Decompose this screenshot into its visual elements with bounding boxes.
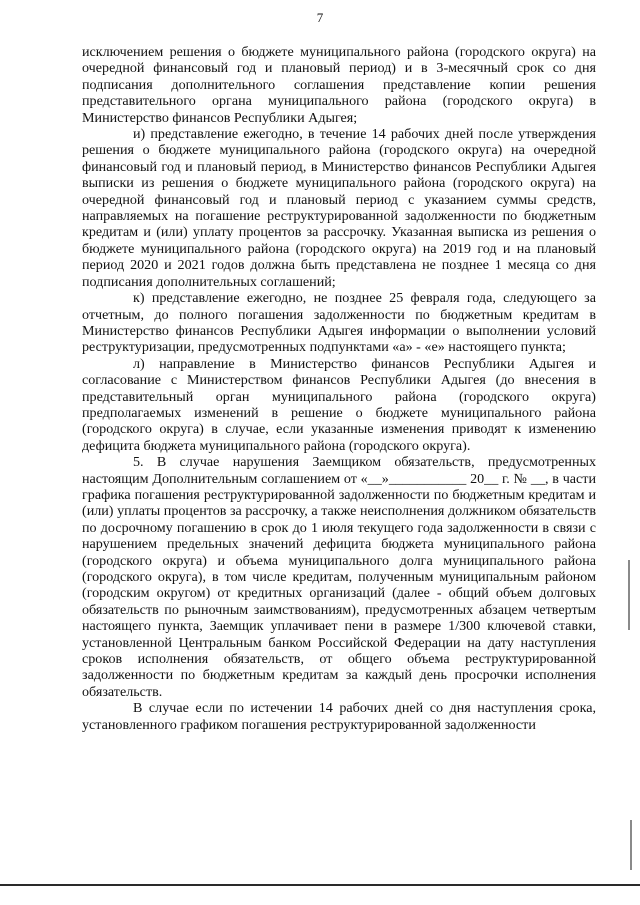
scan-artifact-mark bbox=[628, 560, 630, 630]
paragraph-clause-5: 5. В случае нарушения Заемщиком обязательств, предусмотренных настоящим Дополнительным соглашением от «__»___________ 20__ г. № __, в части графика погашения реструктурированной задолженности по бюджетным кредитам и (или) уплаты процентов за рассрочку, а также неисполнения должником обязательств по досрочному погашению в срок до 1 июля текущего года задолженности в связи с нарушением предельных значений дефицита бюджета муниципального района (городского округа) и объема муниципального долга муниципального района (городского округа), в том числе кредитам, полученным муниципальным районом (городским округом) от кредитных организаций (далее - общий объем долговых обязательств по рыночным заимствованиям), предусмотренных абзацем четвертым настоящего пункта, Заемщик уплачивает пени в размере 1/300 ключевой ставки, установленной Центральным банком Российской Федерации на дату наступления сроков исполнения обязательств, от общего объема реструктурированной задолженности по бюджетным кредитам за каждый день просрочки исполнения обязательств. bbox=[82, 454, 596, 700]
page-bottom-border bbox=[0, 884, 640, 886]
paragraph-clause-5-continued: В случае если по истечении 14 рабочих дней со дня наступления срока, установленного графиком погашения реструктурированной задолженности bbox=[82, 700, 596, 733]
document-body bbox=[82, 44, 596, 733]
paragraph-item-l: л) направление в Министерство финансов Республики Адыгея и согласование с Министерством финансов Республики Адыгея (до внесения в представительный орган муниципального района (городского округа) предполагаемых изменений в решение о бюджете муниципального района (городского округа) в случае, если указанные изменения приводят к изменению дефицита бюджета муниципального района (городского округа). bbox=[82, 355, 596, 454]
scan-artifact-mark bbox=[630, 820, 632, 870]
page-number: 7 bbox=[316, 10, 324, 25]
paragraph-item-i: и) представление ежегодно, в течение 14 рабочих дней после утверждения решения о бюджете муниципального района (городского округа) на очередной финансовый год и плановый период, в Министерство финансов Республики Адыгея выписки из решения о бюджете муниципального района (городского округа) на очередной финансовый год и плановый период с указанием суммы средств, направляемых на погашение реструктурированной задолженности по бюджетным кредитам и (или) уплату процентов за рассрочку. Указанная выписка из решения о бюджете муниципального района (городского округа) на 2019 год и на плановый период 2020 и 2021 годов должна быть представлена не позднее 1 месяца со дня подписания дополнительных соглашений; bbox=[82, 126, 596, 290]
paragraph-continuation: исключением решения о бюджете муниципального района (городского округа) на очередной финансовый год и плановый период) и в 3-месячный срок со дня подписания дополнительного соглашения представление копии решения представительного органа муниципального района (городского округа) в Министерство финансов Республики Адыгея; bbox=[82, 44, 596, 126]
paragraph-item-k: к) представление ежегодно, не позднее 25 февраля года, следующего за отчетным, до полного погашения задолженности по бюджетным кредитам в Министерство финансов Республики Адыгея информации о выполнении условий реструктуризации, предусмотренных подпунктами «а» - «е» настоящего пункта; bbox=[82, 290, 596, 356]
